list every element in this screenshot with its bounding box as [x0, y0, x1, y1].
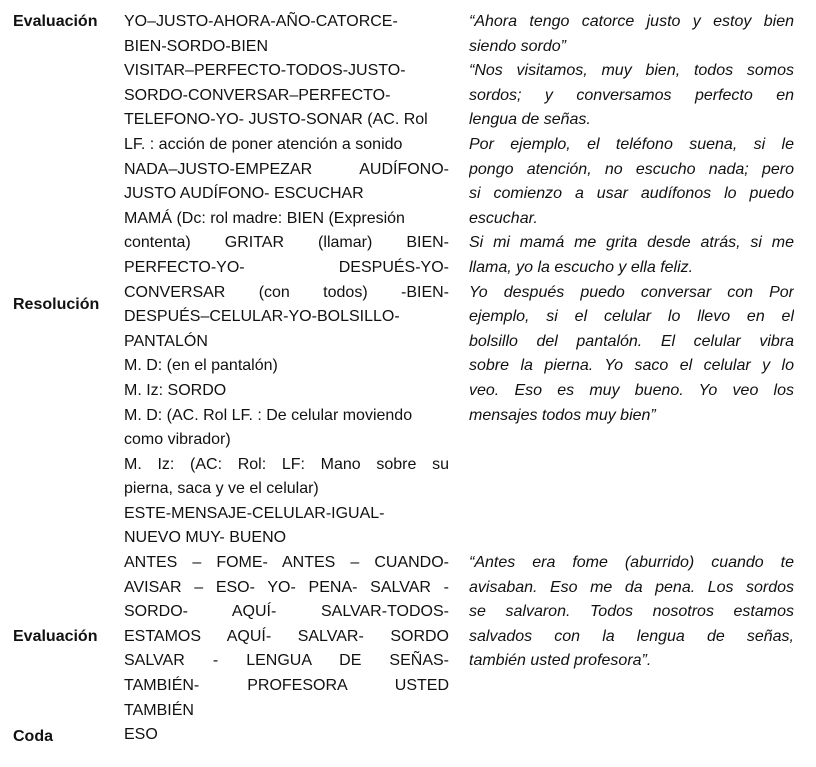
gloss-line-coda: ESO [124, 726, 158, 744]
gloss-line: pierna, saca y ve el celular) [124, 480, 319, 498]
gloss-line: PANTALÓN [124, 332, 208, 350]
gloss-line: LF. : acción de poner atención a sonido [124, 135, 403, 153]
gloss-line: DESPUÉS–CELULAR-YO-BOLSILLO- [124, 308, 400, 326]
gloss-line: SALVAR - LENGUA DE SEÑAS- [124, 652, 449, 670]
gloss-line: ANTES – FOME- ANTES – CUANDO- [124, 554, 449, 572]
gloss-line: YO–JUSTO-AHORA-AÑO-CATORCE- [124, 13, 398, 30]
translation-line: “Nos visitamos, muy bien, todos somos [469, 62, 794, 80]
gloss-line: AVISAR – ESO- YO- PENA- SALVAR - [124, 578, 449, 596]
gloss-line: PERFECTO-YO- DESPUÉS-YO- [124, 258, 449, 276]
gloss-line: SORDO- AQUÍ- SALVAR-TODOS- [124, 603, 449, 621]
label-evaluacion-1: Evaluación [13, 13, 98, 30]
translation-line: “Antes era fome (aburrido) cuando te [469, 554, 794, 571]
gloss-line: TELEFONO-YO- JUSTO-SONAR (AC. Rol [124, 111, 428, 129]
gloss-line: NADA–JUSTO-EMPEZAR AUDÍFONO- [124, 160, 449, 178]
translation-line: sobre la pierna. Yo saco el celular y lo [469, 357, 794, 375]
translation-line: “Ahora tengo catorce justo y estoy bien [469, 13, 794, 30]
translation-line: Si mi mamá me grita desde atrás, si me [469, 234, 794, 252]
gloss-line: ESTAMOS AQUÍ- SALVAR- SORDO [124, 627, 449, 645]
gloss-line: BIEN-SORDO-BIEN [124, 37, 269, 55]
label-evaluacion-2: Evaluación [13, 628, 98, 645]
gloss-line: contenta) GRITAR (llamar) BIEN- [124, 234, 449, 252]
label-resolucion: Resolución [13, 296, 100, 313]
gloss-line: MAMÁ (Dc: rol madre: BIEN (Expresión [124, 209, 405, 227]
label-coda: Coda [13, 728, 53, 745]
gloss-line: SORDO-CONVERSAR–PERFECTO- [124, 86, 391, 104]
translation-line: también usted profesora”. [469, 652, 652, 670]
gloss-line: M. D: (AC. Rol LF. : De celular moviendo [124, 406, 413, 424]
gloss-line: TAMBIÉN- PROFESORA USTED [124, 677, 449, 695]
gloss-line: ESTE-MENSAJE-CELULAR-IGUAL- [124, 504, 385, 522]
gloss-line: JUSTO AUDÍFONO- ESCUCHAR [124, 185, 364, 203]
translation-line: sordos; y conversamos perfecto en [469, 86, 794, 104]
translation-line: bolsillo del pantalón. El celular vibra [469, 332, 794, 350]
translation-line: mensajes todos muy bien” [469, 406, 656, 424]
translation-line: pongo atención, no escucho nada; pero [469, 160, 794, 178]
gloss-line: como vibrador) [124, 431, 231, 449]
translation-line: si comienzo a usar audífonos lo puedo [469, 185, 794, 203]
translation-line: Por ejemplo, el teléfono suena, si le [469, 135, 794, 153]
gloss-line: VISITAR–PERFECTO-TODOS-JUSTO- [124, 62, 406, 80]
translation-line: lengua de señas. [469, 111, 591, 129]
translation-line: llama, yo la escucho y ella feliz. [469, 258, 694, 276]
gloss-line: M. Iz: SORDO [124, 381, 227, 399]
gloss-column [124, 10, 449, 748]
translation-line: ejemplo, si el celular lo llevo en el [469, 308, 794, 326]
translation-line: escuchar. [469, 209, 538, 227]
translation-column-2 [469, 551, 794, 674]
gloss-line: M. Iz: (AC: Rol: LF: Mano sobre su [124, 455, 449, 473]
gloss-line: CONVERSAR (con todos) -BIEN- [124, 283, 449, 301]
translation-line: Yo después puedo conversar con Por [469, 283, 794, 301]
gloss-line: M. D: (en el pantalón) [124, 357, 278, 375]
translation-line: avisaban. Eso me da pena. Los sordos [469, 578, 794, 596]
translation-line: veo. Eso es muy bueno. Yo veo los [469, 381, 794, 399]
gloss-line: TAMBIÉN [124, 701, 194, 719]
translation-column [469, 10, 794, 428]
translation-line: siendo sordo” [469, 37, 566, 55]
translation-line: se salvaron. Todos nosotros estamos [469, 603, 794, 621]
gloss-line: NUEVO MUY- BUENO [124, 529, 287, 547]
translation-line: salvados con la lengua de señas, [469, 627, 794, 645]
